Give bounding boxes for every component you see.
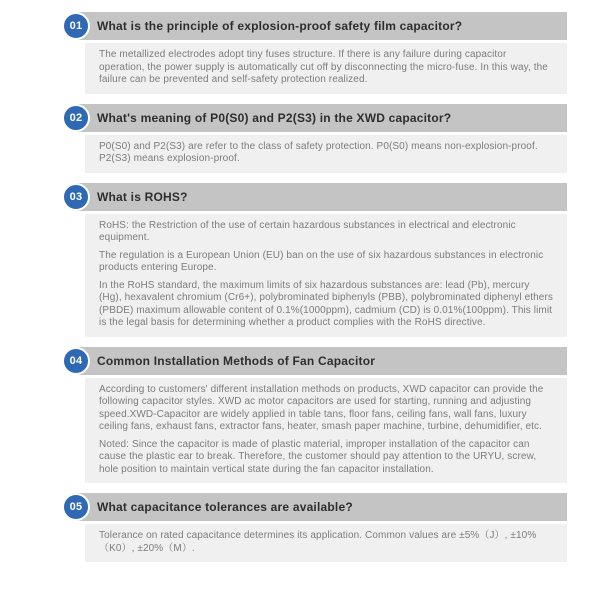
faq-item-3 — [69, 183, 567, 337]
answer-paragraph: P0(S0) and P2(S3) are refer to the class of safety protection. P0(S0) means non-explosion-proof. P2(S3) means explosion-proof. — [99, 140, 538, 164]
faq-item-5 — [69, 493, 567, 562]
question-text-3: What is ROHS? — [97, 189, 188, 204]
answer-paragraph: RoHS: the Restriction of the use of certain hazardous substances in electrical and electronic equipment. — [99, 219, 516, 243]
faq-item-4 — [69, 347, 567, 484]
faq-item-1 — [69, 12, 567, 94]
question-bar-3 — [69, 183, 567, 211]
answer-box-4 — [85, 378, 567, 484]
answer-paragraph: The metallized electrodes adopt tiny fuses structure. If there is any failure during capacitor operation, the power supply is automatically cut off by disconnecting the micro-fuse. In this way, the failure can be prevented and self-safety protection realized. — [99, 49, 548, 85]
question-number-badge-3: 03 — [62, 183, 90, 211]
question-text-2: What's meaning of P0(S0) and P2(S3) in the XWD capacitor? — [97, 110, 452, 125]
answer-box-5 — [85, 524, 567, 562]
question-bar-2 — [69, 104, 567, 132]
question-text-4: Common Installation Methods of Fan Capacitor — [97, 353, 376, 368]
question-number-badge-5: 05 — [62, 493, 90, 521]
answer-paragraph: Noted: Since the capacitor is made of plastic material, improper installation of the capacitor can cause the plastic ear to break. Therefore, the customer should pay attention to the URYU, screw, hole position to maintain vertical state during the fan capacitor installation. — [99, 438, 537, 475]
question-text-1: What is the principle of explosion-proof safety film capacitor? — [97, 19, 463, 33]
question-number-badge-1: 01 — [62, 12, 90, 40]
answer-paragraph: According to customers' different installation methods on products, XWD capacitor can provide the following capacitor styles. XWD ac motor capacitors are used for starting, running and adjusting speed.XWD-Capacitor are widely applied in table tans, floor fans, ceiling fans, wall fans, luxury ceiling fans, exhaust fans, extractor fans, heater, smash paper machine, turbine, dehumidifier, etc. — [99, 383, 544, 432]
answer-paragraph: Tolerance on rated capacitance determines its application. Common values are ±5%（J）, ±10%（K0）, ±20%（M）. — [99, 530, 537, 554]
faq-item-2 — [69, 104, 567, 173]
question-text-5: What capacitance tolerances are available? — [97, 500, 353, 514]
question-number-badge-4: 04 — [62, 347, 90, 375]
question-bar-4 — [69, 347, 567, 375]
question-number-badge-2: 02 — [62, 104, 90, 132]
answer-box-3 — [85, 214, 567, 337]
question-bar-5 — [69, 493, 567, 521]
answer-box-1 — [85, 43, 567, 94]
answer-box-2 — [85, 135, 567, 173]
answer-paragraph: In the RoHS standard, the maximum limits of six hazardous substances are: lead (Pb), mercury (Hg), hexavalent chromium (Cr6+), polybrominated biphenyls (PBB), polybrominated diphenyl ethers (PBDE) maximum allowable content of 0.1%(1000ppm), cadmium (CD) is 0.01%(100ppm). This limit is the legal basis for determining whether a product complies with the RoHS directive. — [99, 279, 553, 328]
question-bar-1 — [69, 12, 567, 40]
answer-paragraph: The regulation is a European Union (EU) ban on the use of six hazardous substances in electronic products entering Europe. — [99, 249, 544, 273]
